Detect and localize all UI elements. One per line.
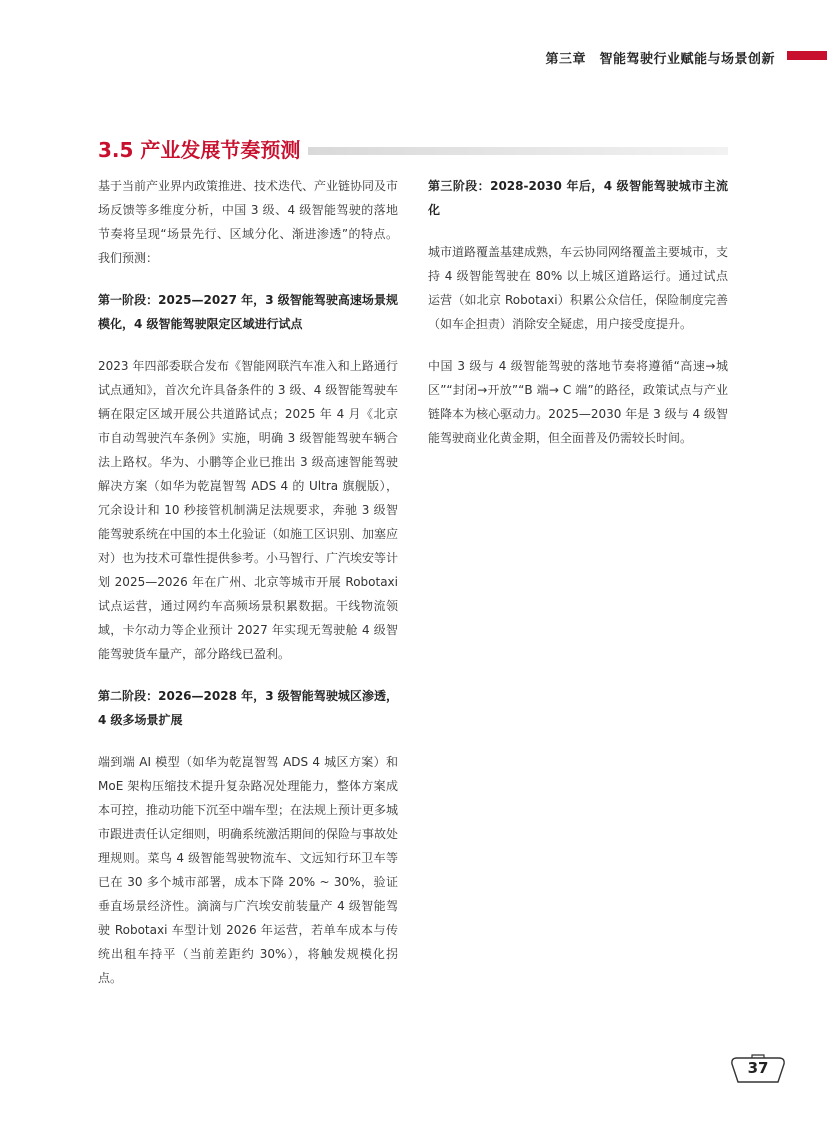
chapter-title: 第三章 智能驾驶行业赋能与场景创新	[545, 52, 775, 67]
stage1-body: 2023 年四部委联合发布《智能网联汽车准入和上路通行试点通知》，首次允许具备条件的 3 级、4 级智能驾驶车辆在限定区域开展公共道路试点；2025 年 4 月《北京市自动驾驶汽车条例》实施，明确 3 级智能驾驶车辆合法上路权。华为、小鹏等企业已推出 3 级高速智能驾驶解决方案（如华为乾崑智驾 ADS 4 的 Ultra 旗舰版），冗余设计和 10 秒接管机制满足法规要求，奔驰 3 级智能驾驶系统在中国的本土化验证（如施工区识别、加塞应对）也为技术可靠性提供参考。小马智行、广汽埃安等计划 2025—2026 年在广州、北京等城市开展 Robotaxi 试点运营，通过网约车高频场景积累数据。干线物流领域，卡尔动力等企业预计 2027 年实现无驾驶舱 4 级智能驾驶货车量产，部分路线已盈利。	[98, 359, 399, 661]
stage1-heading: 第一阶段：2025—2027 年，3 级智能驾驶高速场景规模化，4 级智能驾驶限定区域进行试点	[98, 293, 398, 331]
right-column	[428, 174, 728, 450]
left-column	[98, 174, 398, 990]
page-number: 37	[747, 1059, 769, 1077]
stage3-body: 城市道路覆盖基建成熟，车云协同网络覆盖主要城市，支持 4 级智能驾驶在 80% 以上城区道路运行。通过试点运营（如北京 Robotaxi）积累公众信任，保险制度完善（如车企担责）消除安全疑虑，用户接受度提升。	[428, 245, 729, 331]
stage2-heading: 第二阶段：2026—2028 年，3 级智能驾驶城区渗透，4 级多场景扩展	[98, 689, 398, 727]
section-title: 3.5 产业发展节奏预测	[98, 138, 301, 162]
summary-paragraph: 中国 3 级与 4 级智能驾驶的落地节奏将遵循“高速→城区”“封闭→开放”“B 端→ C 端”的路径，政策试点与产业链降本为核心驱动力。2025—2030 年是 3 级与 4 级智能驾驶商业化黄金期，但全面普及仍需较长时间。	[428, 359, 728, 445]
intro-paragraph: 基于当前产业界内政策推进、技术迭代、产业链协同及市场反馈等多维度分析，中国 3 级、4 级智能驾驶的落地节奏将呈现“场景先行、区域分化、渐进渗透”的特点。我们预测：	[98, 179, 399, 265]
stage3-heading: 第三阶段：2028-2030 年后，4 级智能驾驶城市主流化	[428, 179, 728, 217]
stage2-body: 端到端 AI 模型（如华为乾崑智驾 ADS 4 城区方案）和 MoE 架构压缩技术提升复杂路况处理能力，整体方案成本可控，推动功能下沉至中端车型；在法规上预计更多城市跟进责任认定细则，明确系统激活期间的保险与事故处理规则。菜鸟 4 级智能驾驶物流车、文远知行环卫车等已在 30 多个城市部署，成本下降 20% ~ 30%，验证垂直场景经济性。滴滴与广汽埃安前装量产 4 级智能驾驶 Robotaxi 车型计划 2026 年运营，若单车成本与传统出租车持平（当前差距约 30%），将触发规模化拐点。	[98, 755, 399, 985]
header-accent-bar	[787, 51, 827, 60]
title-rule	[308, 147, 728, 155]
